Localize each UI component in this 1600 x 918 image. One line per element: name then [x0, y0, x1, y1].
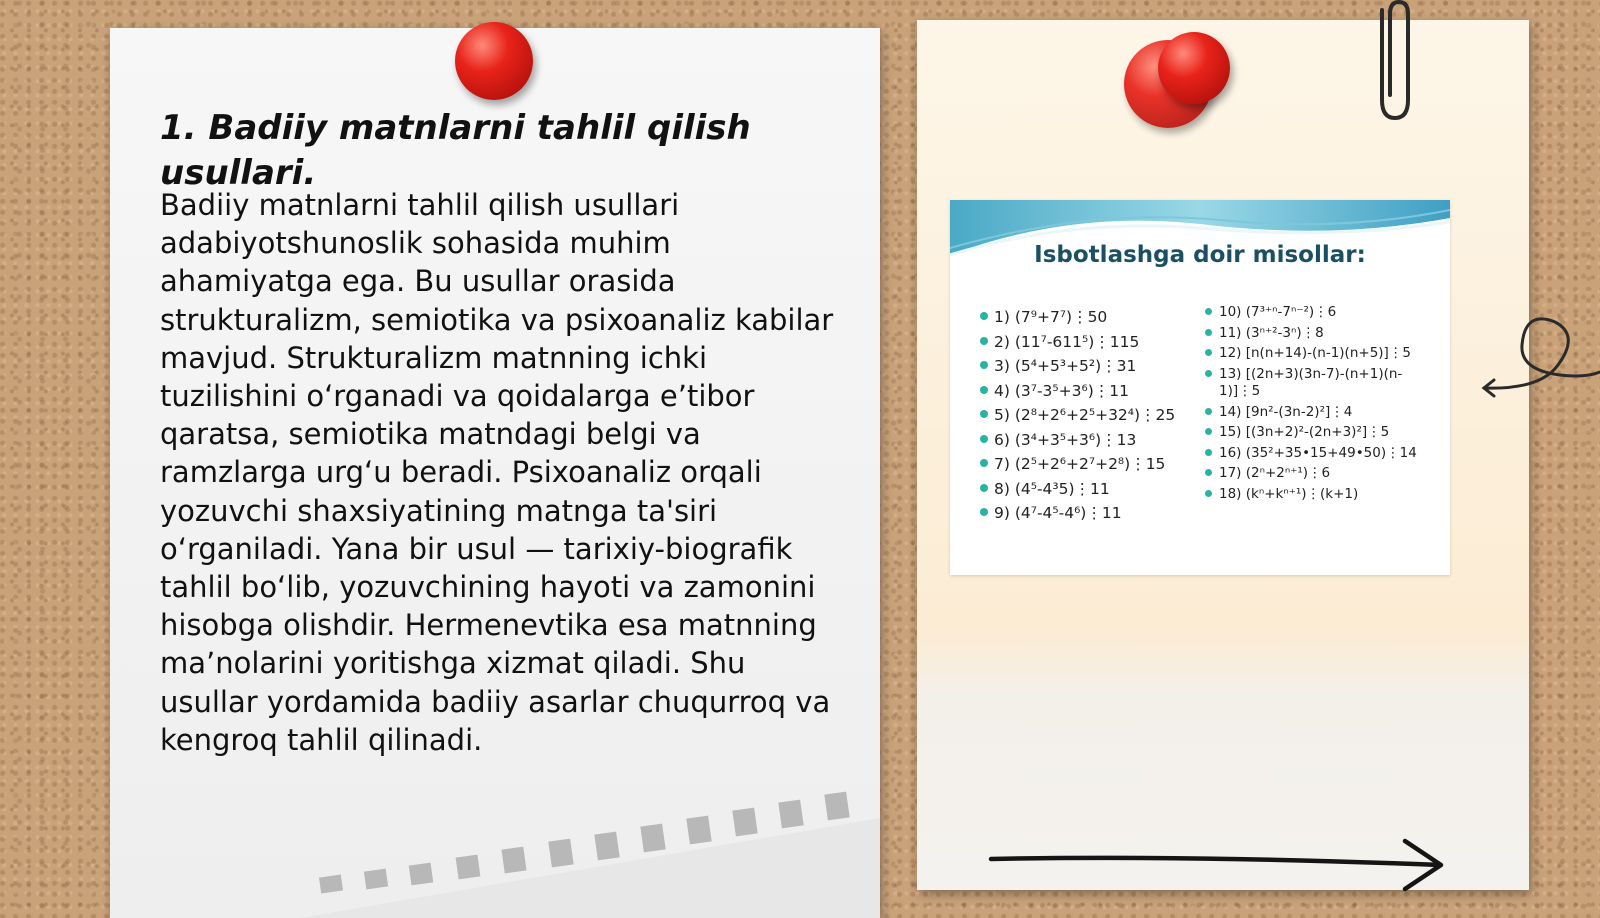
bullet-icon	[980, 484, 988, 492]
bullet-icon	[980, 312, 988, 320]
list-item: 3) (5⁴+5³+5²)⋮31	[980, 354, 1195, 379]
paper-clip-icon	[1370, 0, 1420, 125]
bullet-icon	[980, 337, 988, 345]
note-title: 1. Badiiy matnlarni tahlil qilish usullari.	[160, 108, 751, 193]
bullet-icon	[1205, 329, 1212, 336]
bullet-icon	[980, 435, 988, 443]
arrow-right-icon	[985, 835, 1450, 895]
bullet-icon	[980, 410, 988, 418]
bullet-icon	[980, 459, 988, 467]
list-item: 9) (4⁷-4⁵-4⁶)⋮11	[980, 501, 1195, 526]
bullet-icon	[1205, 308, 1212, 315]
push-pin-icon	[455, 22, 533, 100]
list-item: 15) [(3n+2)²-(2n+3)²]⋮5	[1205, 424, 1435, 442]
note-body-text: Badiiy matnlarni tahlil qilish usullari adabiyotshunoslik sohasida muhim ahamiyatga ega. Bu usullar orasida strukturalizm, semiotika va psixoanaliz kabilar mavjud. Strukturalizm matnning ichki tuzilishini o‘rganadi va qoidalarga e’tibor qaratsa, semiotika matndagi belgi va ramzlarga urg‘u beradi. Psixoanaliz orqali yozuvchi shaxsiyatining matnga ta'siri o‘rganiladi. Yana bir usul — tarixiy-biografik tahlil bo‘lib, yozuvchining hayoti va zamonini hisobga olishdir. Hermenevtika esa matnning ma’nolarini yoritishga xizmat qiladi. Shu usullar yordamida badiiy asarlar chuqurroq va kengroq tahlil qilinadi.	[160, 188, 834, 757]
bullet-icon	[980, 361, 988, 369]
bullet-icon	[1205, 449, 1212, 456]
list-item: 5) (2⁸+2⁶+2⁵+32⁴)⋮25	[980, 403, 1195, 428]
list-item: 18) (kⁿ+kⁿ⁺¹)⋮(k+1)	[1205, 486, 1435, 504]
list-item: 14) [9n²-(3n-2)²]⋮4	[1205, 404, 1435, 422]
list-item: 6) (3⁴+3⁵+3⁶)⋮13	[980, 428, 1195, 453]
examples-list-left	[980, 305, 1195, 526]
bullet-icon	[1205, 349, 1212, 356]
list-item: 1) (7⁹+7⁷)⋮50	[980, 305, 1195, 330]
bullet-icon	[1205, 428, 1212, 435]
bullet-icon	[1205, 490, 1212, 497]
slide-title: Isbotlashga doir misollar:	[1034, 242, 1366, 268]
bullet-icon	[980, 508, 988, 516]
bullet-icon	[1205, 408, 1212, 415]
examples-list-right	[1205, 304, 1435, 506]
bullet-icon	[1205, 370, 1212, 377]
list-item: 7) (2⁵+2⁶+2⁷+2⁸)⋮15	[980, 452, 1195, 477]
list-item: 11) (3ⁿ⁺²-3ⁿ)⋮8	[1205, 325, 1435, 343]
list-item: 8) (4⁵-4³5)⋮11	[980, 477, 1195, 502]
push-pin-icon	[1158, 32, 1230, 104]
list-item: 2) (11⁷-611⁵)⋮115	[980, 330, 1195, 355]
string-loop-icon	[1480, 310, 1600, 410]
list-item: 12) [n(n+14)-(n-1)(n+5)]⋮5	[1205, 345, 1435, 363]
bullet-icon	[980, 386, 988, 394]
list-item: 16) (35²+35•15+49•50)⋮14	[1205, 445, 1435, 463]
list-item: 13) [(2n+3)(3n-7)-(n+1)(n-1)]⋮5	[1205, 366, 1435, 401]
list-item: 17) (2ⁿ+2ⁿ⁺¹)⋮6	[1205, 465, 1435, 483]
slide-image-proof-examples	[950, 200, 1450, 575]
list-item: 4) (3⁷-3⁵+3⁶)⋮11	[980, 379, 1195, 404]
bullet-icon	[1205, 469, 1212, 476]
list-item: 10) (7³⁺ⁿ-7ⁿ⁻²)⋮6	[1205, 304, 1435, 322]
